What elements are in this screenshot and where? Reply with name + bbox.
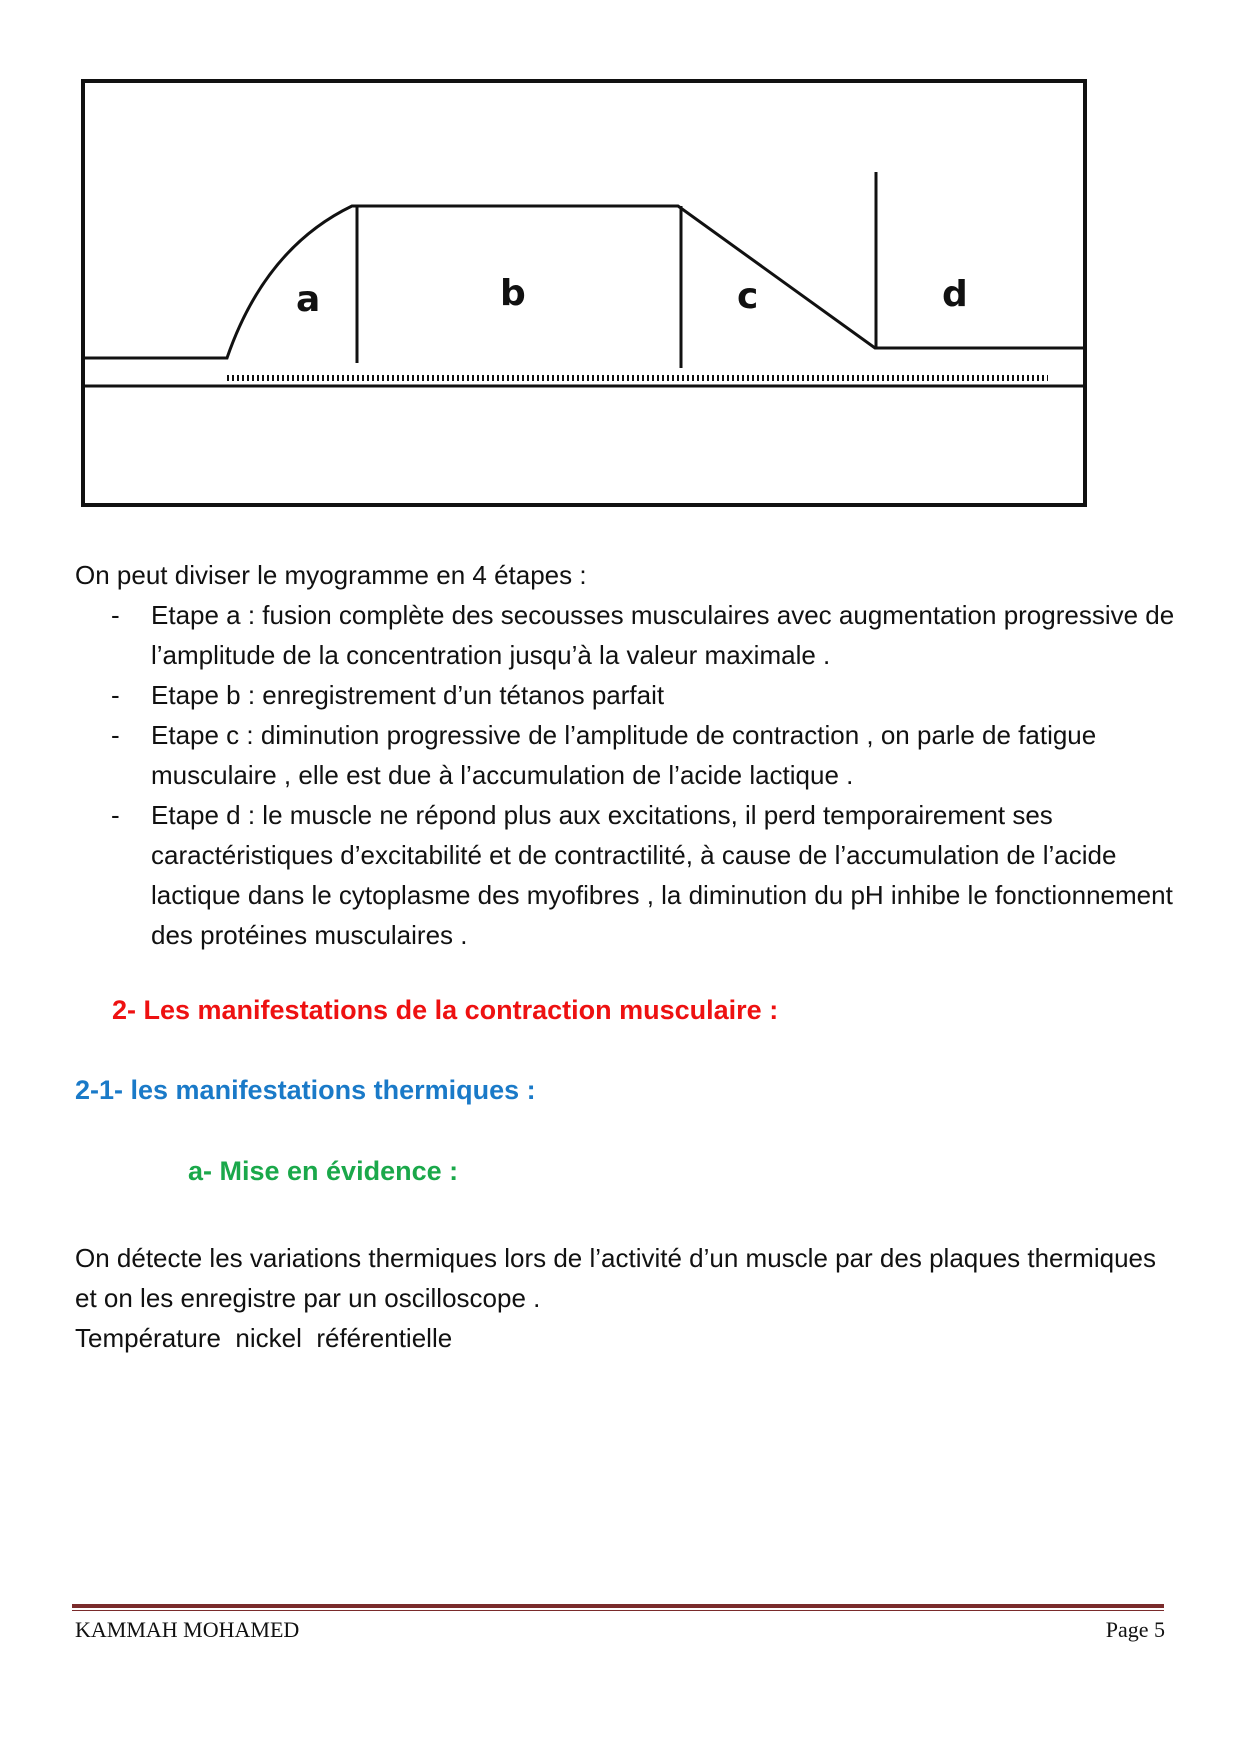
label-c: c (737, 276, 759, 317)
step-text: Etape b : enregistrement d’un tétanos parfait (151, 680, 665, 710)
step-item-c (75, 715, 1175, 795)
myogram-svg (80, 78, 1090, 510)
section-heading-2-1: 2-1- les manifestations thermiques : (75, 1075, 536, 1105)
list-dash: - (111, 680, 120, 710)
subsection-heading-a: a- Mise en évidence : (188, 1156, 459, 1186)
step-text: Etape d : le muscle ne répond plus aux excitations, il perd temporairement ses caractéristiques d’excitabilité et de contractilité, à cause de l’accumulation de l’acide lactique dans le cytoplasme des myofibres , la diminution du pH inhibe le fonctionnement des protéines musculaires . (151, 800, 1173, 950)
intro-text: On peut diviser le myogramme en 4 étapes : (75, 560, 587, 590)
thermal-paragraph (75, 1238, 1175, 1358)
paragraph-line-labels: Température nickel référentielle (75, 1323, 453, 1353)
footer-author: KAMMAH MOHAMED (75, 1617, 300, 1642)
footer-page-number: Page 5 (1105, 1617, 1165, 1642)
footer-rule-thin (72, 1610, 1164, 1611)
label-d: d (942, 274, 968, 315)
list-dash: - (111, 720, 120, 750)
step-item-b (75, 675, 1175, 715)
myogram-figure (80, 78, 1090, 510)
footer-rule (72, 1604, 1164, 1608)
steps-list (75, 595, 1175, 955)
list-dash: - (111, 800, 120, 830)
step-item-a (75, 595, 1175, 675)
step-item-d (75, 795, 1175, 955)
paragraph-line: On détecte les variations thermiques lors de l’activité d’un muscle par des plaques thermiques et on les enregistre par un oscilloscope . (75, 1243, 1156, 1313)
label-b: b (500, 273, 526, 314)
step-text: Etape c : diminution progressive de l’amplitude de contraction , on parle de fatigue musculaire , elle est due à l’accumulation de l’acide lactique . (151, 720, 1097, 790)
step-text: Etape a : fusion complète des secousses musculaires avec augmentation progressive de l’amplitude de la concentration jusqu’à la valeur maximale . (151, 600, 1175, 670)
list-dash: - (111, 600, 120, 630)
figure-frame (83, 81, 1085, 505)
section-heading-2: 2- Les manifestations de la contraction musculaire : (112, 995, 779, 1025)
myogram-curve (83, 206, 1085, 358)
label-a: a (296, 279, 321, 320)
